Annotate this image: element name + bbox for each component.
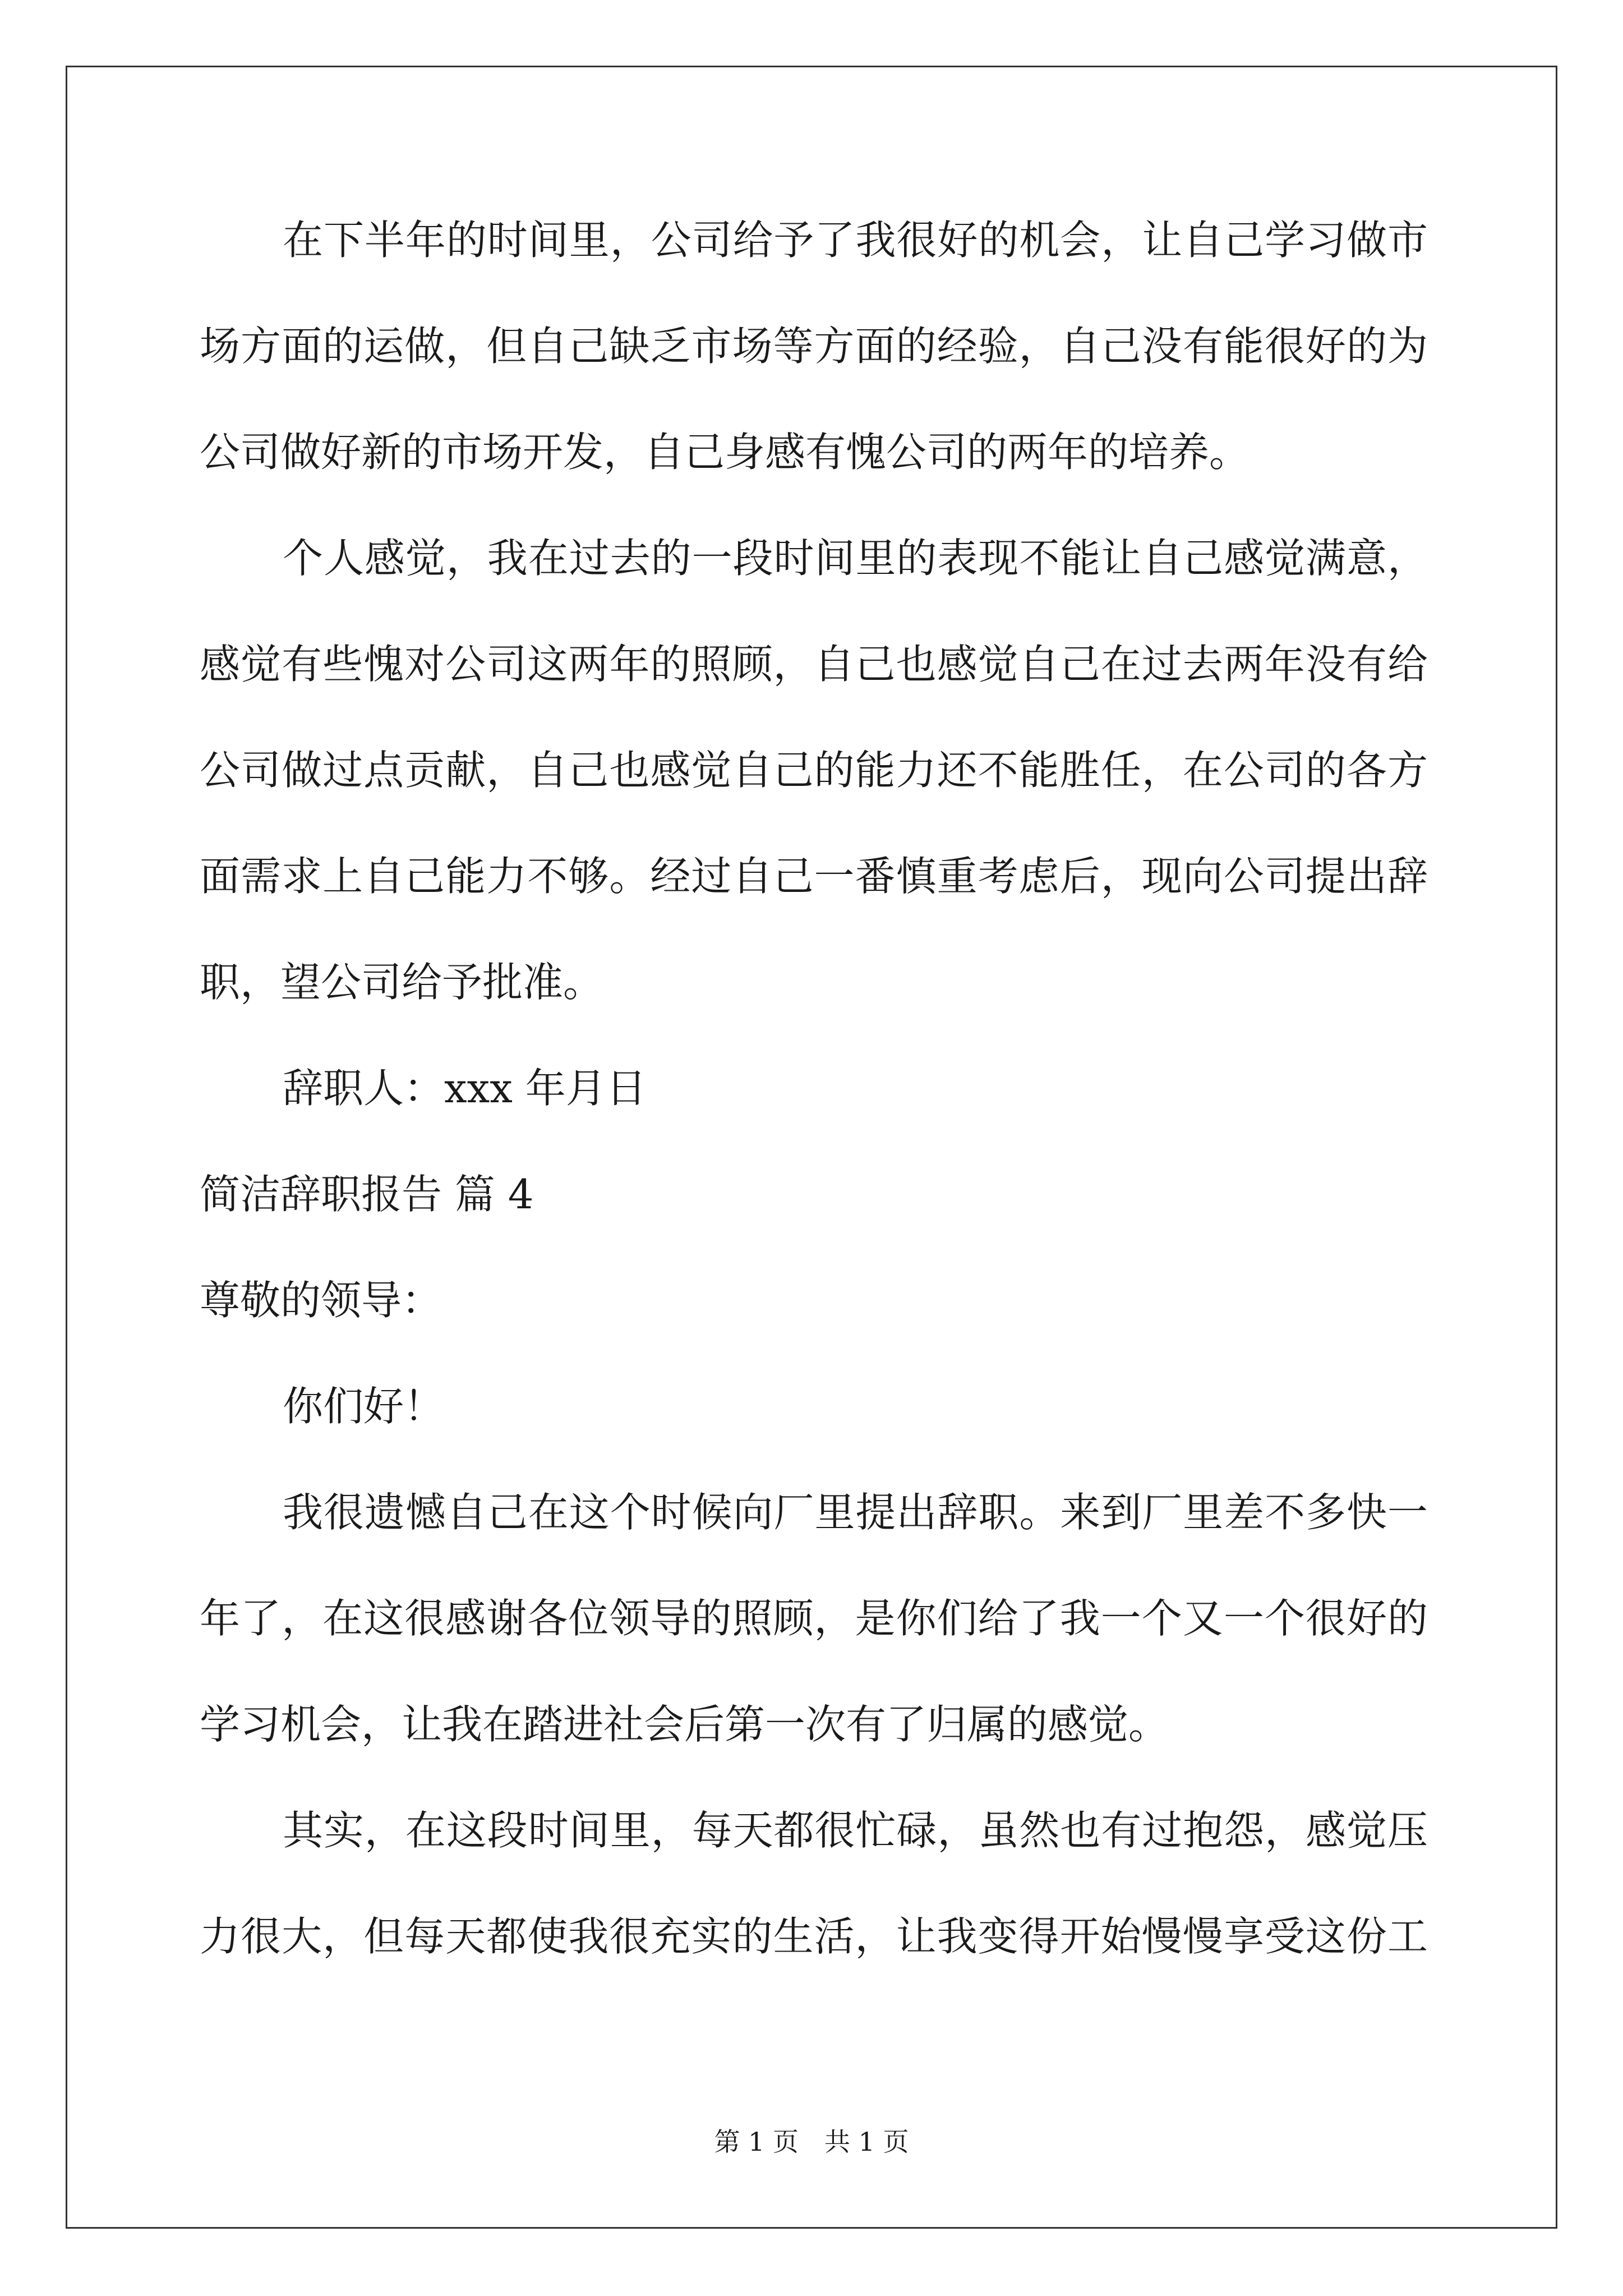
paragraph-line: 公司做好新的市场开发，自己身感有愧公司的两年的培养。 [200,429,1250,476]
paragraph-line: 在下半年的时间里，公司给予了我很好的机会，让自己学习做市 [283,217,1428,264]
paragraph-2 [200,531,1428,1009]
paragraph-1 [200,213,1428,479]
paragraph-4 [200,1803,1428,1963]
salutation: 尊敬的领导： [200,1277,442,1324]
paragraph-line: 其实，在这段时间里，每天都很忙碌，虽然也有过抱怨，感觉压 [283,1807,1428,1854]
paragraph-line: 我很遗憾自己在这个时候向厂里提出辞职。来到厂里差不多快一 [283,1489,1428,1536]
greeting: 你们好！ [283,1383,445,1430]
section-title: 简洁辞职报告 篇 4 [200,1171,534,1218]
paragraph-line: 职，望公司给予批准。 [200,959,604,1006]
paragraph-line: 个人感觉，我在过去的一段时间里的表现不能让自己感觉满意， [283,535,1428,582]
paragraph-line: 公司做过点贡献，自己也感觉自己的能力还不能胜任，在公司的各方 [200,747,1428,794]
paragraph-3 [200,1485,1428,1751]
page-footer: 第 1 页 共 1 页 [714,2127,909,2157]
paragraph-line: 感觉有些愧对公司这两年的照顾，自己也感觉自己在过去两年没有给 [200,641,1428,688]
document-body [200,213,1428,1963]
signature-line: 辞职人：xxx 年月日 [283,1065,647,1112]
paragraph-line: 年了，在这很感谢各位领导的照顾，是你们给了我一个又一个很好的 [200,1595,1428,1642]
paragraph-line: 面需求上自己能力不够。经过自己一番慎重考虑后，现向公司提出辞 [200,853,1428,900]
paragraph-line: 场方面的运做，但自己缺乏市场等方面的经验，自己没有能很好的为 [200,323,1428,370]
paragraph-line: 力很大，但每天都使我很充实的生活，让我变得开始慢慢享受这份工 [200,1913,1428,1960]
paragraph-line: 学习机会，让我在踏进社会后第一次有了归属的感觉。 [200,1701,1169,1748]
